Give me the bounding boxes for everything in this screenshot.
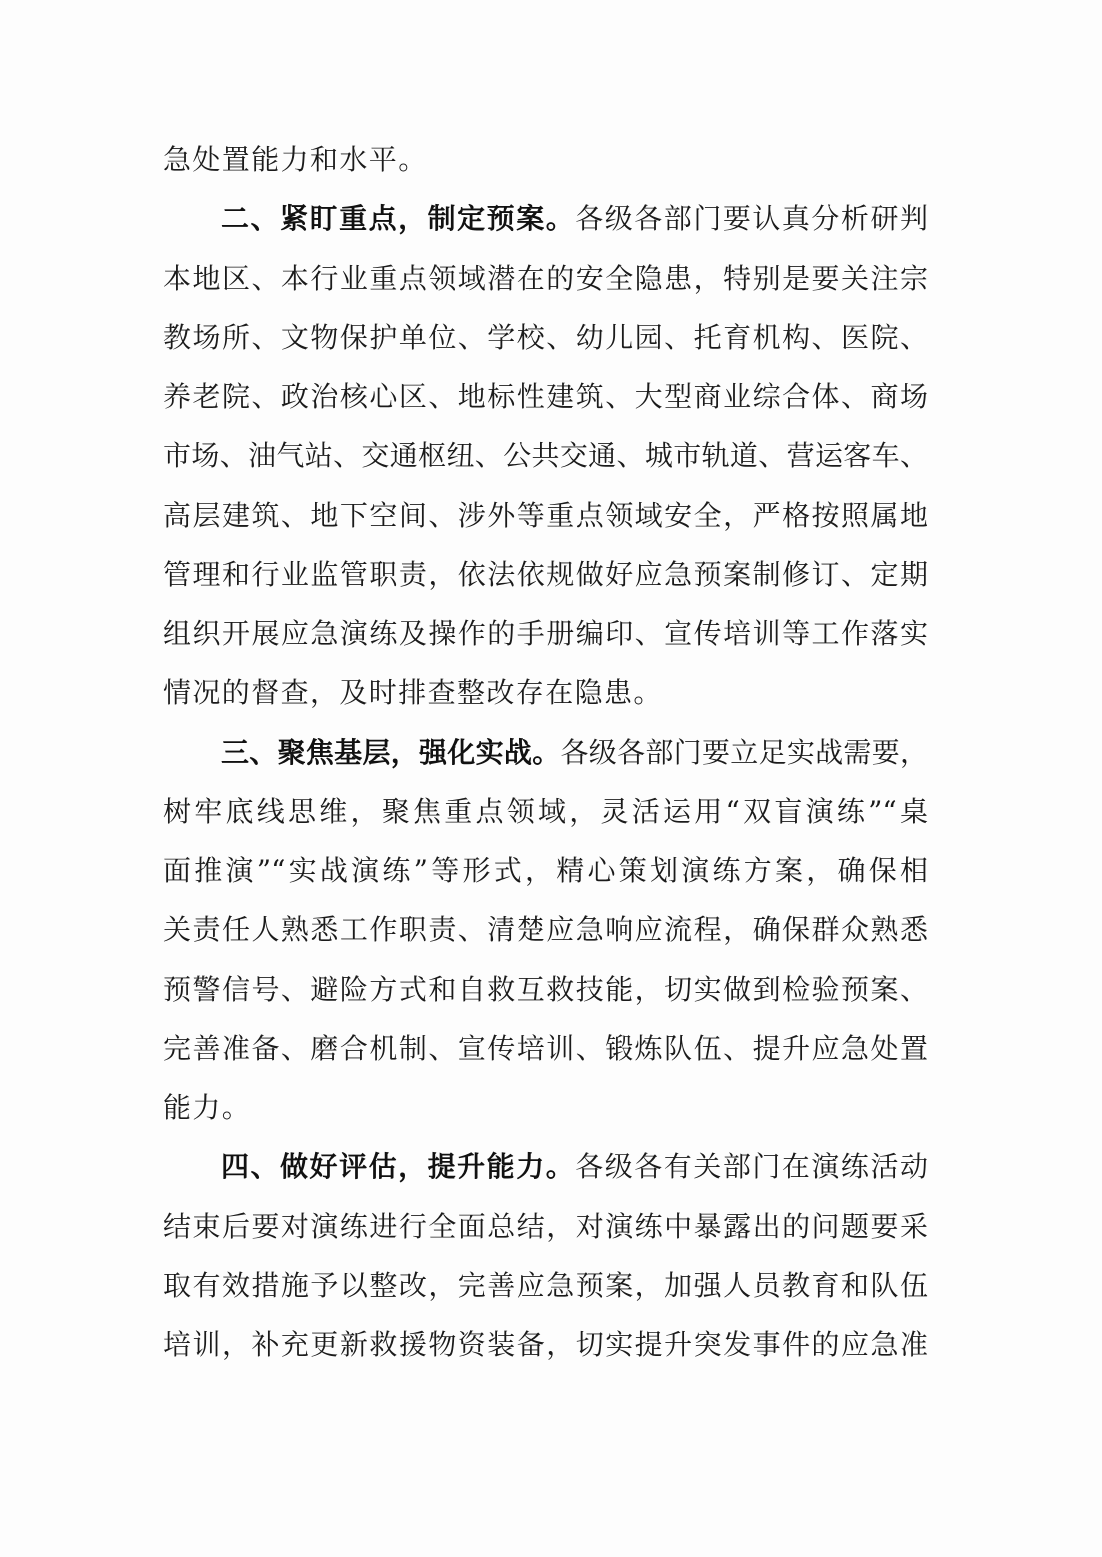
text-line: 本地区、本行业重点领域潜在的安全隐患，特别是要关注宗: [163, 261, 928, 295]
text-line: 结束后要对演练进行全面总结，对演练中暴露出的问题要采: [163, 1209, 928, 1243]
section-heading: 三、聚焦基层，强化实战。: [221, 735, 561, 769]
text-line: 取有效措施予以整改，完善应急预案，加强人员教育和队伍: [163, 1268, 928, 1302]
section-heading: 四、做好评估，提升能力。: [221, 1150, 576, 1184]
text-line: 完善准备、磨合机制、宣传培训、锻炼队伍、提升应急处置: [163, 1031, 928, 1065]
text-line: 情况的督查，及时排查整改存在隐患。: [163, 676, 663, 710]
text-line: 管理和行业监管职责，依法依规做好应急预案制修订、定期: [163, 557, 928, 591]
text-line: 培训，补充更新救援物资装备，切实提升突发事件的应急准: [163, 1328, 928, 1361]
section-heading: 二、紧盯重点，制定预案。: [221, 202, 576, 236]
text-line: 关责任人熟悉工作职责、清楚应急响应流程，确保群众熟悉: [163, 913, 928, 947]
text-run: 各级各部门要立足实战需要，: [560, 735, 928, 769]
text-run: 各级各有关部门在演练活动: [575, 1150, 928, 1184]
text-line: 预警信号、避险方式和自救互救技能，切实做到检验预案、: [163, 972, 928, 1006]
text-run: 各级各部门要认真分析研判: [575, 202, 928, 236]
text-line: 教场所、文物保护单位、学校、幼儿园、托育机构、医院、: [163, 320, 928, 354]
text-line: 面推演”“实战演练”等形式，精心策划演练方案，确保相: [163, 854, 928, 887]
paragraph-section-3: [163, 723, 928, 1138]
text-line: 树牢底线思维，聚焦重点领域，灵活运用“双盲演练”“桌: [163, 794, 928, 828]
text-line: 能力。: [163, 1091, 252, 1124]
body-text: [163, 130, 928, 1374]
text-line: [163, 189, 928, 248]
text-line: 急处置能力和水平。: [163, 143, 428, 176]
paragraph-continuation: [163, 130, 928, 189]
text-line: 养老院、政治核心区、地标性建筑、大型商业综合体、商场: [163, 380, 928, 413]
text-line: 高层建筑、地下空间、涉外等重点领域安全，严格按照属地: [163, 498, 928, 532]
paragraph-section-4: [163, 1137, 928, 1374]
text-line: 组织开展应急演练及操作的手册编印、宣传培训等工作落实: [163, 617, 928, 650]
paragraph-section-2: [163, 189, 928, 722]
text-line: [163, 723, 928, 782]
text-line: 市场、油气站、交通枢纽、公共交通、城市轨道、营运客车、: [163, 439, 928, 473]
text-line: [163, 1137, 928, 1196]
